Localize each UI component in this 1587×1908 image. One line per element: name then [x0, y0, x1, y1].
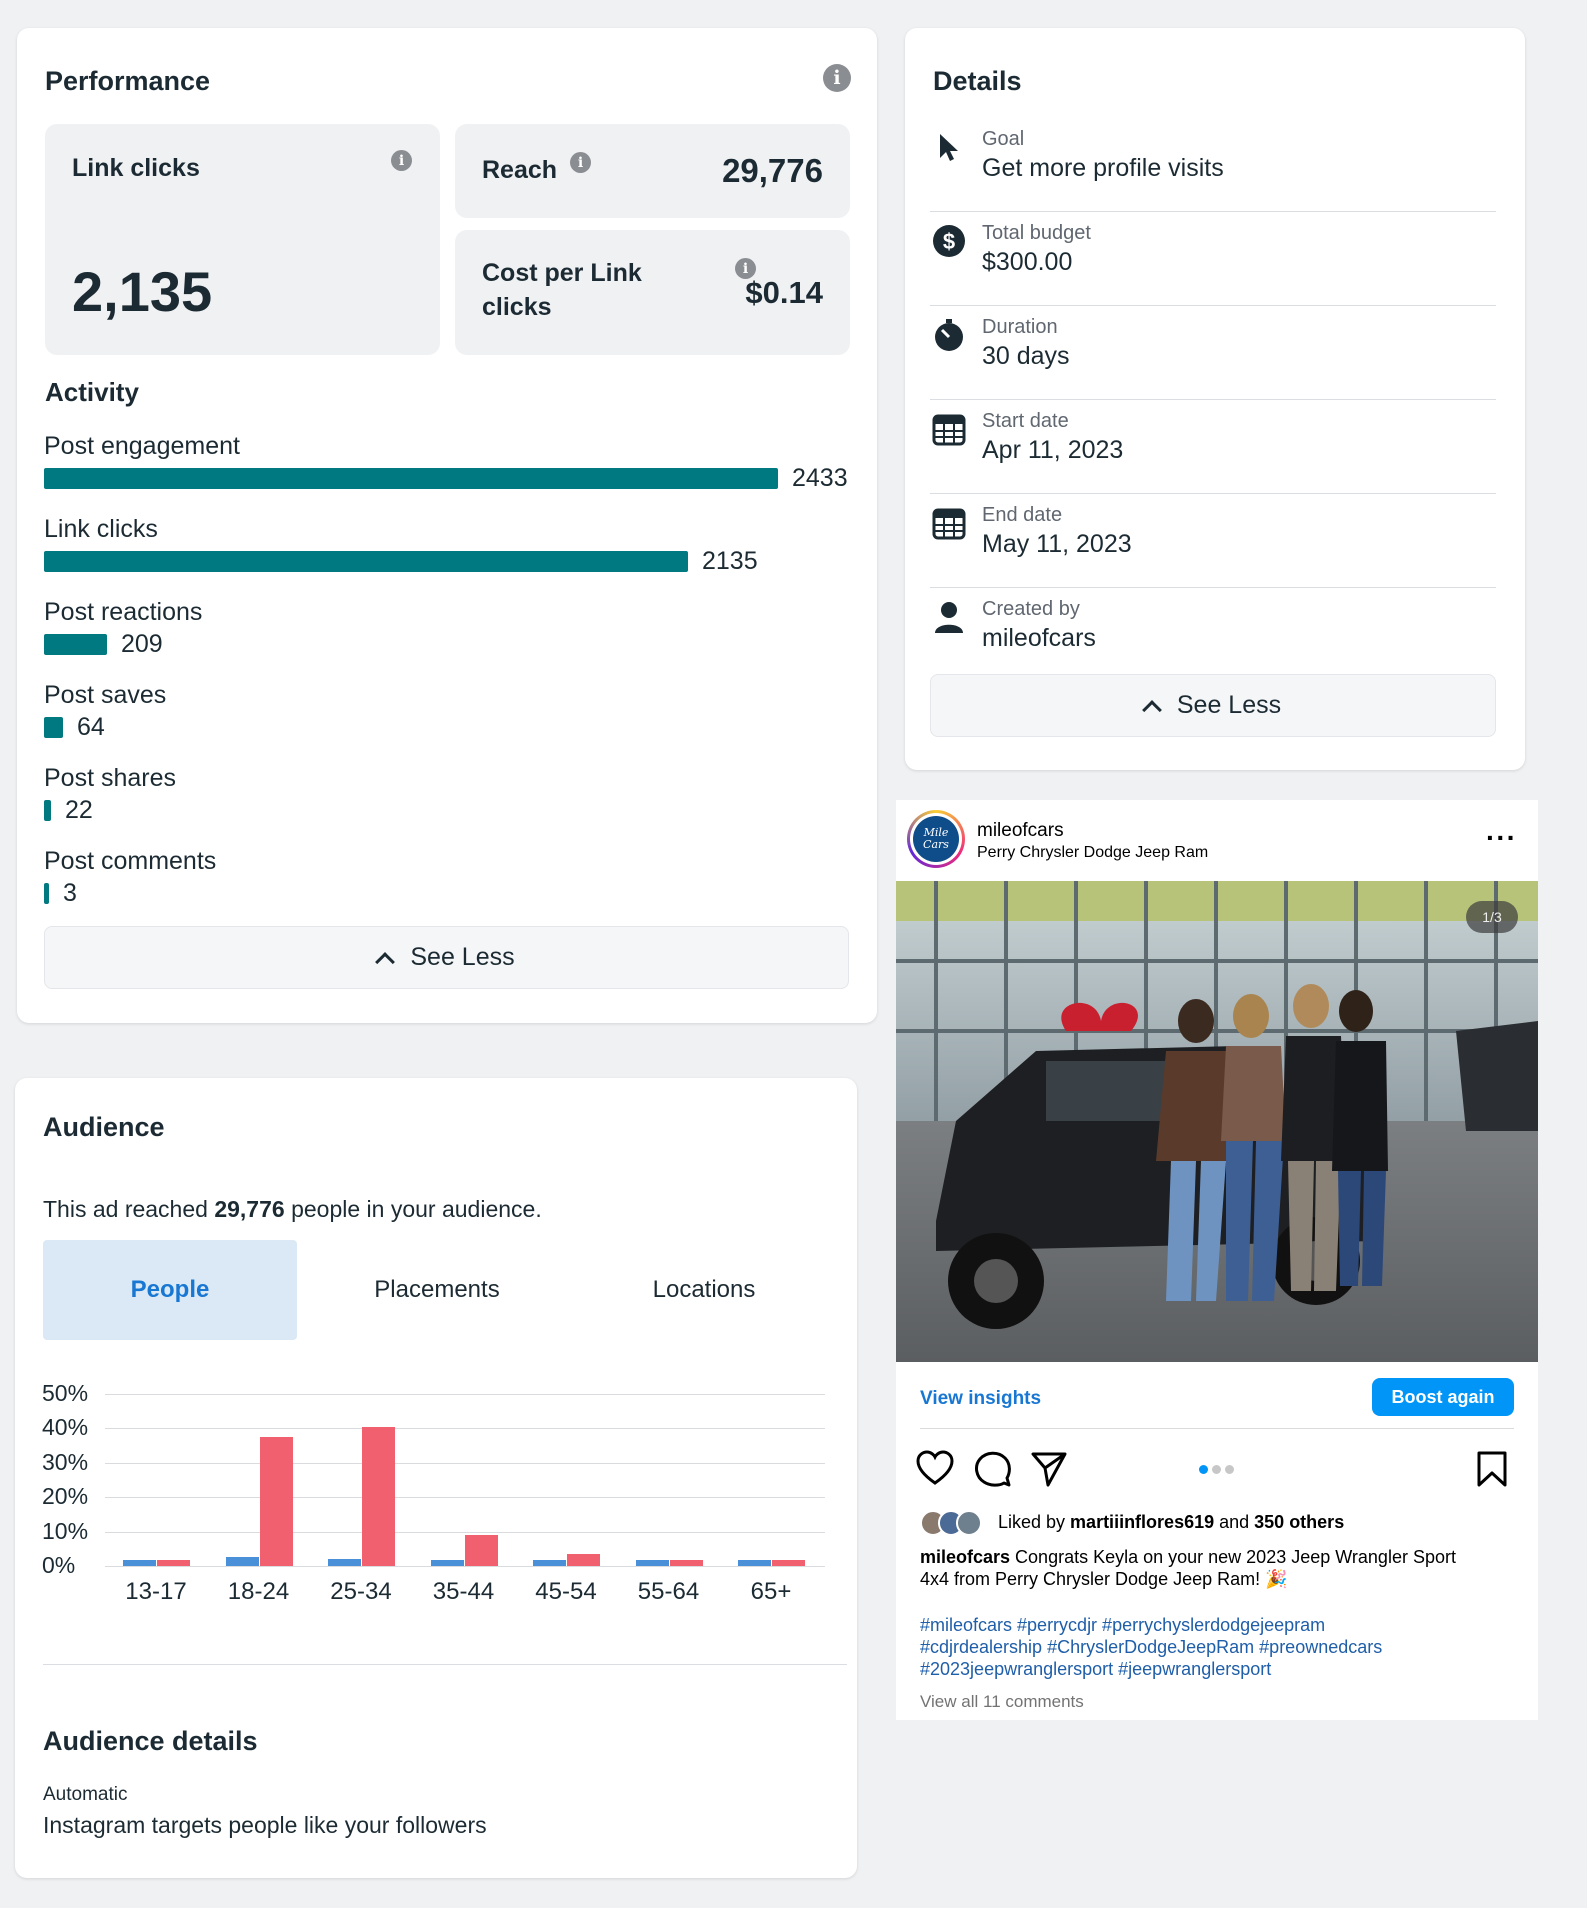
activity-bar — [44, 800, 51, 821]
detail-row-budget — [930, 212, 1496, 306]
calendar-icon — [932, 412, 966, 446]
activity-label: Post saves — [44, 681, 167, 709]
info-icon[interactable]: i — [735, 258, 756, 279]
detail-key: Total budget — [982, 222, 1091, 244]
chart-bar[interactable] — [260, 1437, 293, 1566]
activity-value: 64 — [77, 713, 105, 741]
x-tick-label: 18-24 — [227, 1578, 290, 1605]
view-insights-link[interactable]: View insights — [920, 1388, 1042, 1409]
detail-row-duration — [930, 306, 1496, 400]
tab-people[interactable]: People — [43, 1240, 297, 1340]
photo-illustration — [896, 881, 1538, 1362]
divider — [920, 1428, 1514, 1429]
detail-value: $300.00 — [982, 248, 1073, 276]
dollar-icon — [932, 224, 966, 258]
chart-bar[interactable] — [670, 1560, 703, 1566]
chart-bar[interactable] — [738, 1560, 771, 1566]
tab-placements[interactable]: Placements — [374, 1276, 500, 1303]
x-tick-label: 13-17 — [125, 1578, 187, 1605]
activity-bar — [44, 551, 688, 572]
gridline — [105, 1566, 825, 1567]
activity-bar — [44, 717, 63, 738]
reach-value: 29,776 — [722, 152, 823, 189]
reach-metric — [455, 124, 850, 218]
see-less-label: See Less — [410, 943, 515, 971]
tab-locations[interactable]: Locations — [652, 1276, 756, 1303]
detail-value: 30 days — [982, 342, 1070, 370]
detail-value: Get more profile visits — [982, 154, 1224, 182]
chart-bar[interactable] — [465, 1535, 498, 1566]
post-hashtags: #mileofcars #perrycdjr #perrychyslerdodgejeepram #cdjrdealership #ChryslerDodgeJeepRam #preownedcars #2023jeepwranglersport #jeepwranglersport — [920, 1615, 1383, 1679]
chart-bar[interactable] — [362, 1427, 395, 1566]
performance-card — [17, 28, 877, 1023]
chart-bar[interactable] — [157, 1560, 190, 1566]
see-less-button[interactable] — [930, 674, 1496, 737]
view-comments-link[interactable]: View all 11 comments — [920, 1692, 1084, 1711]
chart-bar[interactable] — [123, 1560, 156, 1566]
post-caption: mileofcars Congrats Keyla on your new 2023 Jeep Wrangler Sport 4x4 from Perry Chrysler Dodge Jeep Ram! 🎉 — [920, 1547, 1456, 1589]
liker-avatars — [920, 1510, 990, 1536]
x-tick-label: 45-54 — [535, 1578, 597, 1605]
y-tick-label: 10% — [42, 1517, 89, 1544]
activity-row — [44, 681, 864, 763]
svg-text:$: $ — [942, 229, 956, 254]
boost-again-button[interactable]: Boost again — [1372, 1378, 1514, 1416]
chart-bar[interactable] — [328, 1559, 361, 1566]
audience-details-title: Audience details — [43, 1726, 258, 1756]
activity-value: 2433 — [792, 464, 848, 492]
audience-title: Audience — [43, 1112, 165, 1142]
more-options-icon[interactable]: ··· — [1486, 822, 1517, 853]
person-icon — [932, 600, 966, 634]
chart-bar[interactable] — [636, 1560, 669, 1566]
info-icon[interactable]: i — [570, 152, 591, 173]
activity-bar — [44, 634, 107, 655]
carousel-dot — [1212, 1465, 1221, 1474]
details-card — [905, 28, 1525, 770]
carousel-dot-active — [1199, 1465, 1208, 1474]
chart-bar[interactable] — [226, 1557, 259, 1566]
detail-key: Created by — [982, 598, 1080, 620]
activity-label: Post reactions — [44, 598, 203, 626]
details-title: Details — [933, 66, 1022, 96]
y-tick-label: 20% — [42, 1483, 89, 1510]
activity-row — [44, 515, 864, 597]
share-icon[interactable] — [1030, 1450, 1068, 1488]
y-tick-label: 40% — [42, 1414, 89, 1441]
detail-row-start-date — [930, 400, 1496, 494]
detail-row-end-date — [930, 494, 1496, 588]
divider — [43, 1664, 847, 1665]
activity-row — [44, 432, 864, 514]
gridline — [105, 1463, 825, 1464]
activity-row — [44, 764, 864, 846]
link-clicks-label: Link clicks — [72, 154, 200, 182]
detail-key: Start date — [982, 410, 1069, 432]
audience-card — [15, 1078, 857, 1878]
detail-value: Apr 11, 2023 — [982, 436, 1124, 464]
chevron-up-icon — [1142, 700, 1162, 720]
chart-bar[interactable] — [431, 1560, 464, 1566]
detail-value: mileofcars — [982, 624, 1096, 652]
link-clicks-metric — [45, 124, 440, 355]
activity-value: 22 — [65, 796, 93, 824]
activity-row — [44, 847, 864, 929]
detail-key: End date — [982, 504, 1063, 526]
performance-title: Performance — [45, 66, 211, 96]
y-tick-label: 50% — [42, 1380, 89, 1406]
gridline — [105, 1394, 825, 1395]
detail-value: May 11, 2023 — [982, 530, 1132, 558]
y-tick-label: 0% — [42, 1552, 76, 1578]
post-username[interactable]: mileofcars — [977, 820, 1064, 841]
chevron-up-icon — [375, 952, 395, 972]
activity-row — [44, 598, 864, 680]
audience-details-key: Automatic — [43, 1784, 128, 1805]
avatar[interactable]: Mile Cars — [907, 810, 965, 868]
cost-per-link-metric — [455, 230, 850, 355]
post-photo[interactable] — [896, 881, 1538, 1362]
link-clicks-value: 2,135 — [72, 260, 213, 323]
audience-reach-text: This ad reached 29,776 people in your audience. — [43, 1196, 542, 1222]
detail-row-goal — [930, 118, 1496, 212]
activity-label: Post shares — [44, 764, 177, 792]
y-tick-label: 30% — [42, 1448, 89, 1475]
x-tick-label: 65+ — [750, 1578, 792, 1605]
detail-key: Duration — [982, 316, 1058, 338]
gridline — [105, 1428, 825, 1429]
post-subtitle: Perry Chrysler Dodge Jeep Ram — [977, 844, 1209, 861]
heart-icon[interactable] — [916, 1450, 954, 1486]
activity-bar — [44, 883, 49, 904]
chart-bar[interactable] — [533, 1560, 566, 1566]
gridline — [105, 1497, 825, 1498]
cursor-icon — [932, 130, 966, 164]
activity-title: Activity — [45, 377, 139, 407]
detail-key: Goal — [982, 128, 1025, 150]
gridline — [105, 1532, 825, 1533]
activity-value: 209 — [121, 630, 163, 658]
info-icon[interactable]: i — [823, 64, 851, 92]
reach-label: Reach — [482, 156, 558, 184]
x-tick-label: 35-44 — [432, 1578, 495, 1605]
liked-by-text: Liked by martiiinflores619 and 350 others — [998, 1512, 1345, 1532]
calendar-icon — [932, 506, 966, 540]
carousel-dot — [1225, 1465, 1234, 1474]
x-tick-label: 25-34 — [330, 1578, 392, 1605]
activity-label: Post comments — [44, 847, 217, 875]
age-chart — [15, 1078, 857, 1638]
bookmark-icon[interactable] — [1476, 1450, 1508, 1488]
activity-value: 2135 — [702, 547, 758, 575]
info-icon[interactable]: i — [391, 150, 412, 171]
chart-bar[interactable] — [772, 1560, 805, 1566]
cost-per-link-value: $0.14 — [745, 275, 823, 310]
audience-details-value: Instagram targets people like your followers — [43, 1812, 487, 1838]
comment-icon[interactable] — [974, 1450, 1012, 1488]
instagram-post — [896, 800, 1538, 1720]
see-less-button[interactable] — [44, 926, 849, 989]
detail-row-created-by — [930, 588, 1496, 682]
x-tick-label: 55-64 — [637, 1578, 700, 1605]
activity-bar — [44, 468, 778, 489]
see-less-label: See Less — [1176, 691, 1282, 719]
cost-per-link-label: Cost per Link clicks — [482, 259, 642, 321]
image-counter: 1/3 — [1466, 901, 1518, 933]
activity-value: 3 — [63, 879, 77, 907]
activity-label: Link clicks — [44, 515, 158, 543]
activity-label: Post engagement — [44, 432, 240, 460]
stopwatch-icon — [932, 318, 966, 352]
chart-bar[interactable] — [567, 1554, 600, 1566]
